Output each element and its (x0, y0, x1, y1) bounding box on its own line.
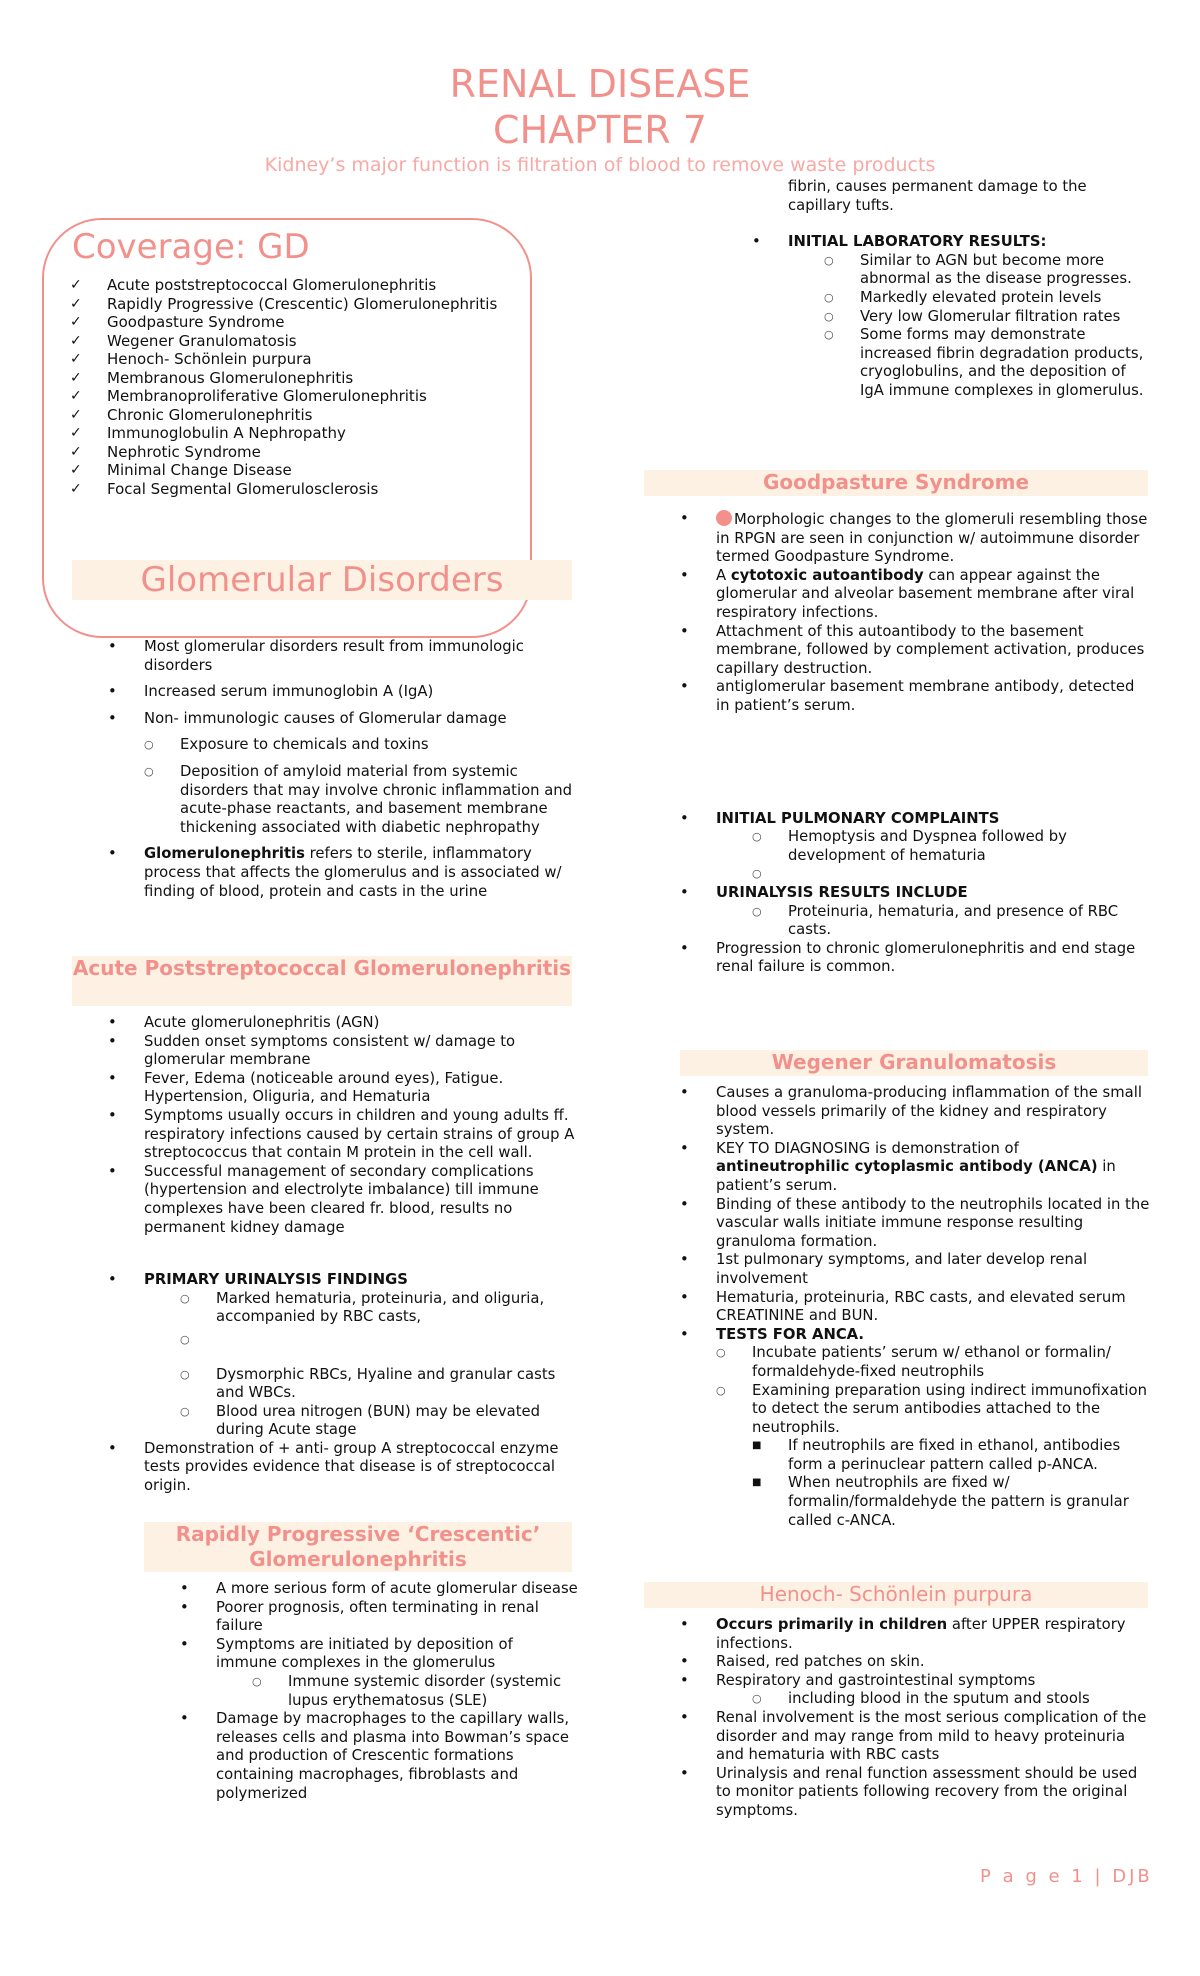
circle-bullet-icon: ○ (144, 738, 154, 752)
list-item: ○ Markedly elevated protein levels (824, 288, 1102, 306)
bullet-icon: • (680, 1195, 689, 1213)
list-item: • Causes a granuloma-producing inflammation of the small blood vessels primarily of the kidney and respiratory system. (680, 1084, 1142, 1139)
list-item: • Increased serum immunoglobin A (IgA) (108, 683, 434, 701)
list-item: ✓ Nephrotic Syndrome (70, 442, 261, 461)
list-item: ○ Examining preparation using indirect immunofixation to detect the serum antibodies attached to the neutrophils. ■ If neutrophils are fixed in ethanol, antibodies form a perinuclear pattern called p-ANCA. ■ When neutrophils are fixed w/ formalin/formaldehyde the pattern is granular called c-ANCA. (716, 1382, 1152, 1531)
bullet-icon: • (680, 939, 689, 957)
chapter-title: CHAPTER 7 (493, 108, 707, 152)
list-item: ○ Immune systemic disorder (systemic lupus erythematosus (SLE) (252, 1672, 562, 1709)
check-icon: ✓ (70, 406, 82, 423)
list-item: ○ Some forms may demonstrate increased fibrin degradation products, cryoglobulins, and the deposition of IgA immune complexes in glomerulus. (824, 326, 1144, 399)
list-item: ✓ Wegener Granulomatosis (70, 331, 297, 350)
list-item: ✓ Chronic Glomerulonephritis (70, 405, 313, 424)
list-item: ■ When neutrophils are fixed w/ formalin/formaldehyde the pattern is granular called c-ANCA. (752, 1474, 1129, 1529)
page-subtitle: Kidney’s major function is filtration of blood to remove waste products (264, 154, 936, 176)
list-item: • Acute glomerulonephritis (AGN) (108, 1014, 380, 1031)
bullet-icon: • (680, 622, 689, 640)
bullet-icon: • (108, 1271, 117, 1289)
list-item: • Raised, red patches on skin. (680, 1653, 925, 1671)
check-icon: ✓ (70, 277, 82, 293)
wegener-section (680, 1084, 1152, 1530)
coverage-title: Coverage: GD (72, 227, 310, 267)
check-icon: ✓ (70, 332, 82, 349)
glomerular-disorders-heading: Glomerular Disorders (72, 560, 572, 600)
bullet-icon: • (680, 1764, 689, 1782)
check-icon: ✓ (70, 369, 82, 386)
list-item: • Urinalysis and renal function assessment should be used to monitor patients following recovery from the original symptoms. (680, 1764, 1138, 1819)
check-icon: ✓ (70, 295, 82, 312)
bullet-icon: • (180, 1635, 189, 1653)
coverage-list (70, 276, 497, 498)
list-item: • Non- immunologic causes of Glomerular damage ○ Exposure to chemicals and toxins ○ Deposition of amyloid material from systemic disorders that may involve chronic inflammation and acute-phase reactants, and basement membrane thickening associated with diabetic nephropathy (108, 710, 578, 838)
bullet-icon: • (108, 683, 117, 701)
list-item: ✓ Henoch- Schönlein purpura (70, 350, 312, 368)
circle-bullet-icon: ○ (824, 328, 834, 342)
circle-bullet-icon: ○ (144, 764, 154, 778)
list-item: ✓ Goodpasture Syndrome (70, 313, 285, 331)
rpgn-section (180, 1580, 578, 1803)
circle-bullet-icon: ○ (252, 1674, 262, 1688)
list-item: • Symptoms are initiated by deposition of immune complexes in the glomerulus ○ Immune systemic disorder (systemic lupus erythematosus (SLE) (180, 1636, 578, 1710)
list-item: • Hematuria, proteinuria, RBC casts, and elevated serum CREATININE and BUN. (680, 1288, 1126, 1325)
bullet-icon: • (108, 1162, 117, 1180)
list-item: ○ Exposure to chemicals and toxins (144, 736, 429, 754)
list-item: ○ Very low Glomerular filtration rates (824, 307, 1121, 325)
list-item: ■ If neutrophils are fixed in ethanol, antibodies form a perinuclear pattern called p-ANCA. (752, 1437, 1121, 1473)
list-item: • Respiratory and gastrointestinal symptoms ○ including blood in the sputum and stools (680, 1672, 1152, 1709)
list-item: • A cytotoxic autoantibody can appear against the glomerular and alveolar basement membrane after viral respiratory infections. (680, 566, 1135, 621)
list-item: • URINALYSIS RESULTS INCLUDE ○ Proteinuria, hematuria, and presence of RBC casts. (680, 884, 1152, 940)
list-item: • TESTS FOR ANCA. ○ Incubate patients’ serum w/ ethanol or formalin/ formaldehyde-fixed neutrophils ○ Examining preparation using indirect immunofixation to detect the serum antibodies attached to the neutrophils. ■ If neutrophils are fixed in ethanol, antibodies form a perinuclear pattern called p-ANCA. ■ When neutrophils are fixed w/ formalin/formaldehyde the pattern is granular called c-ANCA. (680, 1326, 1152, 1531)
goodpasture-heading: Goodpasture Syndrome (644, 470, 1148, 496)
list-item: ✓ Immunoglobulin A Nephropathy (70, 424, 346, 442)
glomerular-section (108, 638, 578, 901)
list-item: • antiglomerular basement membrane antibody, detected in patient’s serum. (680, 678, 1135, 714)
list-item: • Attachment of this autoantibody to the basement membrane, followed by complement activation, produces capillary destruction. (680, 622, 1145, 677)
list-item: • Symptoms usually occurs in children and young adults ff. respiratory infections caused by certain strains of group A streptococcus that contain M protein in the cell wall. (108, 1106, 575, 1162)
henoch-heading: Henoch- Schönlein purpura (644, 1582, 1148, 1608)
circle-bullet-icon: ○ (716, 1346, 726, 1360)
bullet-icon: • (680, 1288, 689, 1306)
bullet-icon: • (680, 1671, 689, 1689)
bullet-icon: • (180, 1710, 189, 1728)
list-item: ○ Proteinuria, hematuria, and presence of RBC casts. (752, 902, 1119, 939)
list-item: ✓ Rapidly Progressive (Crescentic) Glomerulonephritis (70, 294, 498, 313)
list-item: ○ Incubate patients’ serum w/ ethanol or formalin/ formaldehyde-fixed neutrophils (716, 1344, 1111, 1380)
bullet-icon: • (108, 1106, 117, 1124)
list-item: • Fever, Edema (noticeable around eyes), Fatigue. Hypertension, Oliguria, and Hematuria (108, 1069, 504, 1106)
list-item: ○ Marked hematuria, proteinuria, and oliguria, accompanied by RBC casts, (180, 1289, 545, 1326)
list-item: • INITIAL LABORATORY RESULTS: ○ Similar to AGN but become more abnormal as the disease progresses. ○ Markedly elevated protein levels ○ Very low Glomerular filtration rates ○ Some forms may demonstrate increased fibrin degradation products, cryoglobulins, and the deposition of IgA immune complexes in glomerulus. (752, 233, 1152, 400)
list-item: ○ Hemoptysis and Dyspnea followed by development of hematuria (752, 828, 1067, 864)
bullet-icon: • (680, 1616, 689, 1633)
list-item: • A more serious form of acute glomerular disease (180, 1580, 578, 1597)
circle-bullet-icon: ○ (180, 1291, 190, 1305)
list-item: • Most glomerular disorders result from immunologic disorders (108, 638, 524, 674)
list-item: • Poorer prognosis, often terminating in renal failure (180, 1598, 539, 1635)
circle-bullet-icon: ○ (824, 253, 834, 267)
bullet-icon: • (680, 1708, 689, 1726)
bullet-icon: • (108, 638, 117, 655)
list-item: • Binding of these antibody to the neutrophils located in the vascular walls initiate immune response resulting granuloma formation. (680, 1195, 1150, 1250)
list-item: ○ Deposition of amyloid material from systemic disorders that may involve chronic inflammation and acute-phase reactants, and basement membrane thickening associated with diabetic nephropathy (144, 762, 573, 836)
circle-bullet-icon: ○ (716, 1383, 726, 1397)
bullet-icon: • (180, 1580, 189, 1597)
list-item: ○ Dysmorphic RBCs, Hyaline and granular casts and WBCs. (180, 1365, 556, 1402)
list-item: • Damage by macrophages to the capillary walls, releases cells and plasma into Bowman’s space and production of Crescentic formations containing macrophages, fibroblasts and polymerized (180, 1710, 570, 1802)
list-item: • Morphologic changes to the glomeruli resembling those in RPGN are seen in conjunction w/ autoimmune disorder termed Goodpasture Syndrome. (680, 510, 1148, 566)
bullet-icon: • (680, 678, 689, 696)
list-item: • Sudden onset symptoms consistent w/ damage to glomerular membrane (108, 1032, 516, 1069)
list-item: • Demonstration of + anti- group A streptococcal enzyme tests provides evidence that disease is of streptococcal origin. (108, 1439, 559, 1495)
bullet-icon: • (752, 233, 761, 251)
bullet-icon: • (180, 1598, 189, 1616)
list-item: • Progression to chronic glomerulonephritis and end stage renal failure is common. (680, 939, 1136, 976)
list-item: ✓ Minimal Change Disease (70, 461, 292, 479)
bullet-icon: • (108, 1032, 117, 1050)
circle-bullet-icon: ○ (824, 290, 834, 304)
list-item: ✓ Acute poststreptococcal Glomerulonephritis (70, 276, 437, 294)
list-item: • 1st pulmonary symptoms, and later develop renal involvement (680, 1251, 1088, 1287)
wegener-heading: Wegener Granulomatosis (680, 1050, 1148, 1076)
bullet-icon: • (680, 1251, 689, 1269)
apsg-section (108, 1014, 578, 1496)
check-icon: ✓ (70, 443, 82, 460)
list-item: ✓ Focal Segmental Glomerulosclerosis (70, 479, 379, 498)
check-icon: ✓ (70, 425, 82, 441)
circle-bullet-icon: ○ (752, 867, 762, 881)
list-item: ✓ Membranous Glomerulonephritis (70, 368, 354, 387)
check-icon: ✓ (70, 351, 82, 367)
bullet-icon: • (680, 510, 689, 527)
bullet-icon: • (108, 1439, 117, 1457)
square-bullet-icon: ■ (752, 1477, 762, 1489)
bullet-icon: • (108, 709, 117, 727)
bullet-icon: • (680, 1325, 689, 1343)
list-item: • Renal involvement is the most serious complication of the disorder and may range from mild to heavy proteinuria and hematuria with RBC casts (680, 1708, 1147, 1764)
list-item: ○ Similar to AGN but become more abnormal as the disease progresses. (824, 251, 1132, 288)
list-item: • Occurs primarily in children after UPPER respiratory infections. (680, 1616, 1126, 1652)
bullet-icon: • (680, 883, 689, 901)
list-item: • INITIAL PULMONARY COMPLAINTS ○ Hemoptysis and Dyspnea followed by development of hematuria ○ (680, 810, 1152, 884)
bullet-icon: • (680, 1653, 689, 1671)
list-item: • Glomerulonephritis refers to sterile, inflammatory process that affects the glomerulus and is associated w/ finding of blood, protein and casts in the urine (108, 845, 562, 900)
list-item: ○ Blood urea nitrogen (BUN) may be elevated during Acute stage (180, 1402, 541, 1439)
check-icon: ✓ (70, 462, 82, 478)
circle-bullet-icon: ○ (180, 1332, 190, 1346)
list-item: ✓ Membranoproliferative Glomerulonephritis (70, 387, 427, 405)
check-icon: ✓ (70, 480, 82, 497)
bullet-icon: • (108, 1069, 117, 1087)
check-icon: ✓ (70, 388, 82, 404)
list-item (752, 865, 1152, 884)
list-item: • Successful management of secondary complications (hypertension and electrolyte imbalance) till immune complexes have been cleared fr. blood, results no permanent kidney damage (108, 1162, 539, 1236)
bullet-icon: • (108, 1014, 117, 1031)
rpgn-continued: fibrin, causes permanent damage to the capillary tufts. • INITIAL LABORATORY RESULTS: ○ Similar to AGN but become more abnormal as the disease progresses. ○ Markedly elevated protein levels ○ Very low Glomerular filtration rates ○ Some forms may demonstrate increased fibrin degradation products, cryoglobulins, and the deposition of IgA immune complexes in glomerulus. (752, 178, 1152, 401)
circle-bullet-icon: ○ (752, 904, 762, 918)
circle-bullet-icon: ○ (180, 1367, 190, 1381)
check-icon: ✓ (70, 314, 82, 330)
bullet-icon: • (680, 1139, 689, 1157)
rpgn-heading: Rapidly Progressive ‘Crescentic’ Glomerulonephritis (144, 1522, 572, 1572)
list-item (180, 1331, 578, 1350)
circle-bullet-icon: ○ (180, 1404, 190, 1418)
bullet-icon: • (680, 1084, 689, 1101)
henoch-section (680, 1616, 1152, 1821)
apsg-heading: Acute Poststreptococcal Glomerulonephritis (72, 956, 572, 1006)
globe-icon (716, 510, 732, 526)
list-item: ○ including blood in the sputum and stools (752, 1690, 1090, 1708)
circle-bullet-icon: ○ (752, 1692, 762, 1706)
page-title: RENAL DISEASE (449, 62, 751, 106)
bullet-icon: • (680, 566, 689, 584)
page-footer: P a g e 1 | DJB (980, 1866, 1153, 1887)
circle-bullet-icon: ○ (824, 309, 834, 323)
bullet-icon: • (680, 809, 689, 827)
circle-bullet-icon: ○ (752, 830, 762, 844)
square-bullet-icon: ■ (752, 1440, 762, 1452)
bullet-icon: • (108, 845, 117, 863)
list-item: • PRIMARY URINALYSIS FINDINGS ○ Marked hematuria, proteinuria, and oliguria, accompanied by RBC casts, ○ ○ Dysmorphic RBCs, Hyaline and granular casts and WBCs. ○ Blood urea nitrogen (BUN) may be elevated during Acute stage (108, 1271, 578, 1440)
list-item: • KEY TO DIAGNOSING is demonstration of antineutrophilic cytoplasmic antibody (ANCA) in patient’s serum. (680, 1139, 1116, 1194)
goodpasture-section (680, 510, 1152, 977)
